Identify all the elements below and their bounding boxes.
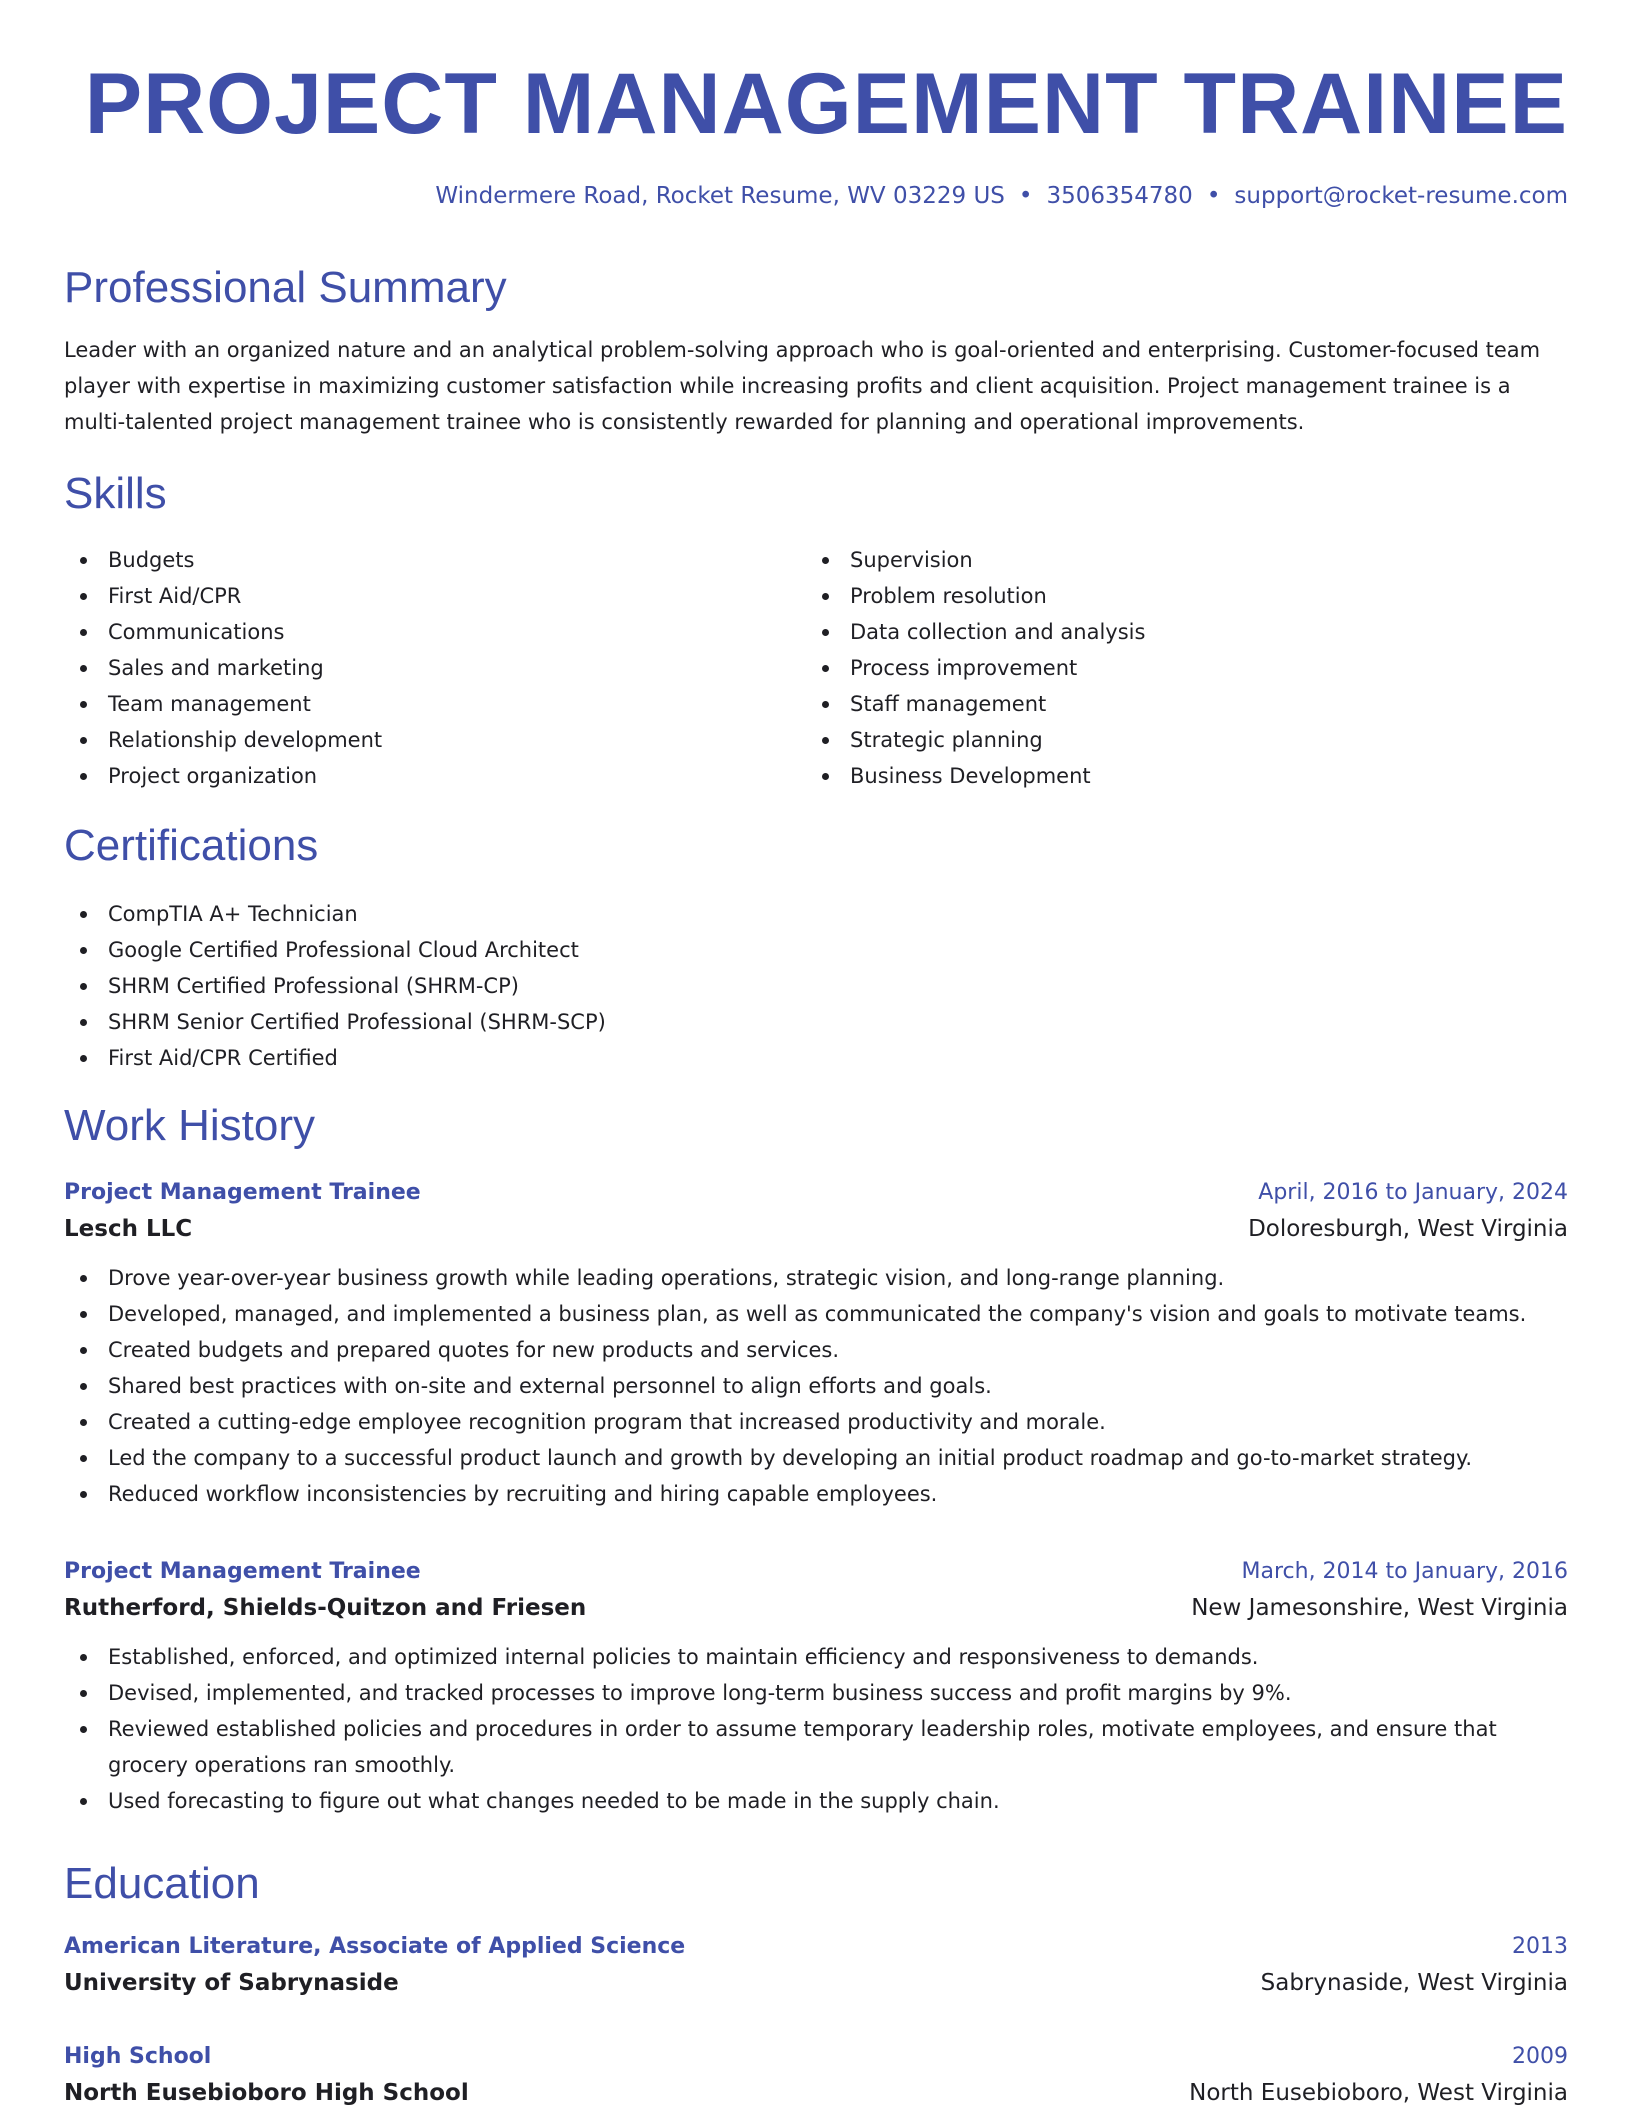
list-item: Created budgets and prepared quotes for new products and services.: [64, 1332, 1568, 1368]
job-bullets: [64, 1260, 1568, 1512]
job-bullets: [64, 1639, 1568, 1819]
education-subheader: [64, 1964, 1568, 2002]
list-item: Business Development: [806, 758, 1548, 794]
list-item: Created a cutting-edge employee recognition program that increased productivity and morale.: [64, 1404, 1568, 1440]
degree: High School: [64, 2044, 212, 2069]
list-item: Google Certified Professional Cloud Architect: [64, 932, 1568, 968]
separator: •: [1206, 183, 1221, 209]
job-header: [64, 1176, 1568, 1210]
graduation-year: 2013: [1512, 1934, 1568, 1959]
job-location: New Jamesonshire, West Virginia: [1191, 1595, 1568, 1621]
list-item: Shared best practices with on-site and external personnel to align efforts and goals.: [64, 1368, 1568, 1404]
list-item: Reviewed established policies and procedures in order to assume temporary leadership roles, motivate employees, and ensure that grocery operations ran smoothly.: [64, 1711, 1568, 1783]
list-item: First Aid/CPR: [64, 578, 806, 614]
list-item: Used forecasting to figure out what changes needed to be made in the supply chain.: [64, 1783, 1568, 1819]
job-header: [64, 1555, 1568, 1589]
list-item: Data collection and analysis: [806, 614, 1548, 650]
education-header: [64, 2040, 1568, 2074]
education-header: [64, 1930, 1568, 1964]
list-item: Supervision: [806, 542, 1548, 578]
list-item: Established, enforced, and optimized internal policies to maintain efficiency and responsiveness to demands.: [64, 1639, 1568, 1675]
summary-heading: Professional Summary: [64, 263, 507, 312]
list-item: Team management: [64, 686, 806, 722]
list-item: SHRM Certified Professional (SHRM-CP): [64, 968, 1568, 1004]
school-name: North Eusebioboro High School: [64, 2080, 469, 2106]
list-item: First Aid/CPR Certified: [64, 1040, 1568, 1076]
skills-heading: Skills: [64, 469, 167, 518]
education-subheader: [64, 2074, 1568, 2112]
graduation-year: 2009: [1512, 2044, 1568, 2069]
list-item: Staff management: [806, 686, 1548, 722]
phone: 3506354780: [1046, 183, 1193, 209]
list-item: SHRM Senior Certified Professional (SHRM-SCP): [64, 1004, 1568, 1040]
job-entry: [64, 1176, 1568, 1512]
list-item: Strategic planning: [806, 722, 1548, 758]
certifications-heading: Certifications: [64, 821, 319, 870]
list-item: Reduced workflow inconsistencies by recruiting and hiring capable employees.: [64, 1476, 1568, 1512]
education-heading: Education: [64, 1859, 260, 1908]
degree: American Literature, Associate of Applied Science: [64, 1934, 686, 1959]
skills-column-right: [806, 542, 1548, 794]
school-location: Sabrynaside, West Virginia: [1260, 1970, 1568, 1996]
job-subheader: [64, 1589, 1568, 1627]
list-item: Led the company to a successful product launch and growth by developing an initial product roadmap and go-to-market strategy.: [64, 1440, 1568, 1476]
summary-text: Leader with an organized nature and an analytical problem-solving approach who is goal-oriented and enterprising. Customer-focused team player with expertise in maximizing customer satisfaction while increasing profits and client acquisition. Project management trainee is a multi-talented project management trainee who is consistently rewarded for planning and operational improvements.: [64, 338, 1541, 434]
job-dates: April, 2016 to January, 2024: [1258, 1180, 1568, 1205]
skills-list: [64, 542, 1568, 794]
email-link[interactable]: support@rocket-resume.com: [1234, 183, 1568, 209]
list-item: Project organization: [64, 758, 806, 794]
list-item: Drove year-over-year business growth while leading operations, strategic vision, and long-range planning.: [64, 1260, 1568, 1296]
education-entry: [64, 2040, 1568, 2112]
list-item: Budgets: [64, 542, 806, 578]
list-item: Devised, implemented, and tracked processes to improve long-term business success and profit margins by 9%.: [64, 1675, 1568, 1711]
list-item: Relationship development: [64, 722, 806, 758]
certifications-list: [64, 896, 1568, 1076]
job-subheader: [64, 1210, 1568, 1248]
separator: •: [1018, 183, 1033, 209]
candidate-name: PROJECT MANAGEMENT TRAINEE: [84, 56, 1568, 152]
address: Windermere Road, Rocket Resume, WV 03229 US: [435, 183, 1005, 209]
list-item: Sales and marketing: [64, 650, 806, 686]
list-item: Communications: [64, 614, 806, 650]
work-history-heading: Work History: [64, 1101, 315, 1150]
job-dates: March, 2014 to January, 2016: [1241, 1559, 1568, 1584]
list-item: Developed, managed, and implemented a business plan, as well as communicated the company's vision and goals to motivate teams.: [64, 1296, 1568, 1332]
job-location: Doloresburgh, West Virginia: [1248, 1216, 1568, 1242]
job-title: Project Management Trainee: [64, 1559, 421, 1584]
school-name: University of Sabrynaside: [64, 1970, 399, 1996]
school-location: North Eusebioboro, West Virginia: [1189, 2080, 1568, 2106]
education-entry: [64, 1930, 1568, 2002]
list-item: Process improvement: [806, 650, 1548, 686]
contact-line: [435, 180, 1568, 212]
skills-column-left: [64, 542, 806, 794]
company-name: Lesch LLC: [64, 1216, 193, 1242]
job-title: Project Management Trainee: [64, 1180, 421, 1205]
company-name: Rutherford, Shields-Quitzon and Friesen: [64, 1595, 587, 1621]
job-entry: [64, 1555, 1568, 1819]
list-item: Problem resolution: [806, 578, 1548, 614]
list-item: CompTIA A+ Technician: [64, 896, 1568, 932]
